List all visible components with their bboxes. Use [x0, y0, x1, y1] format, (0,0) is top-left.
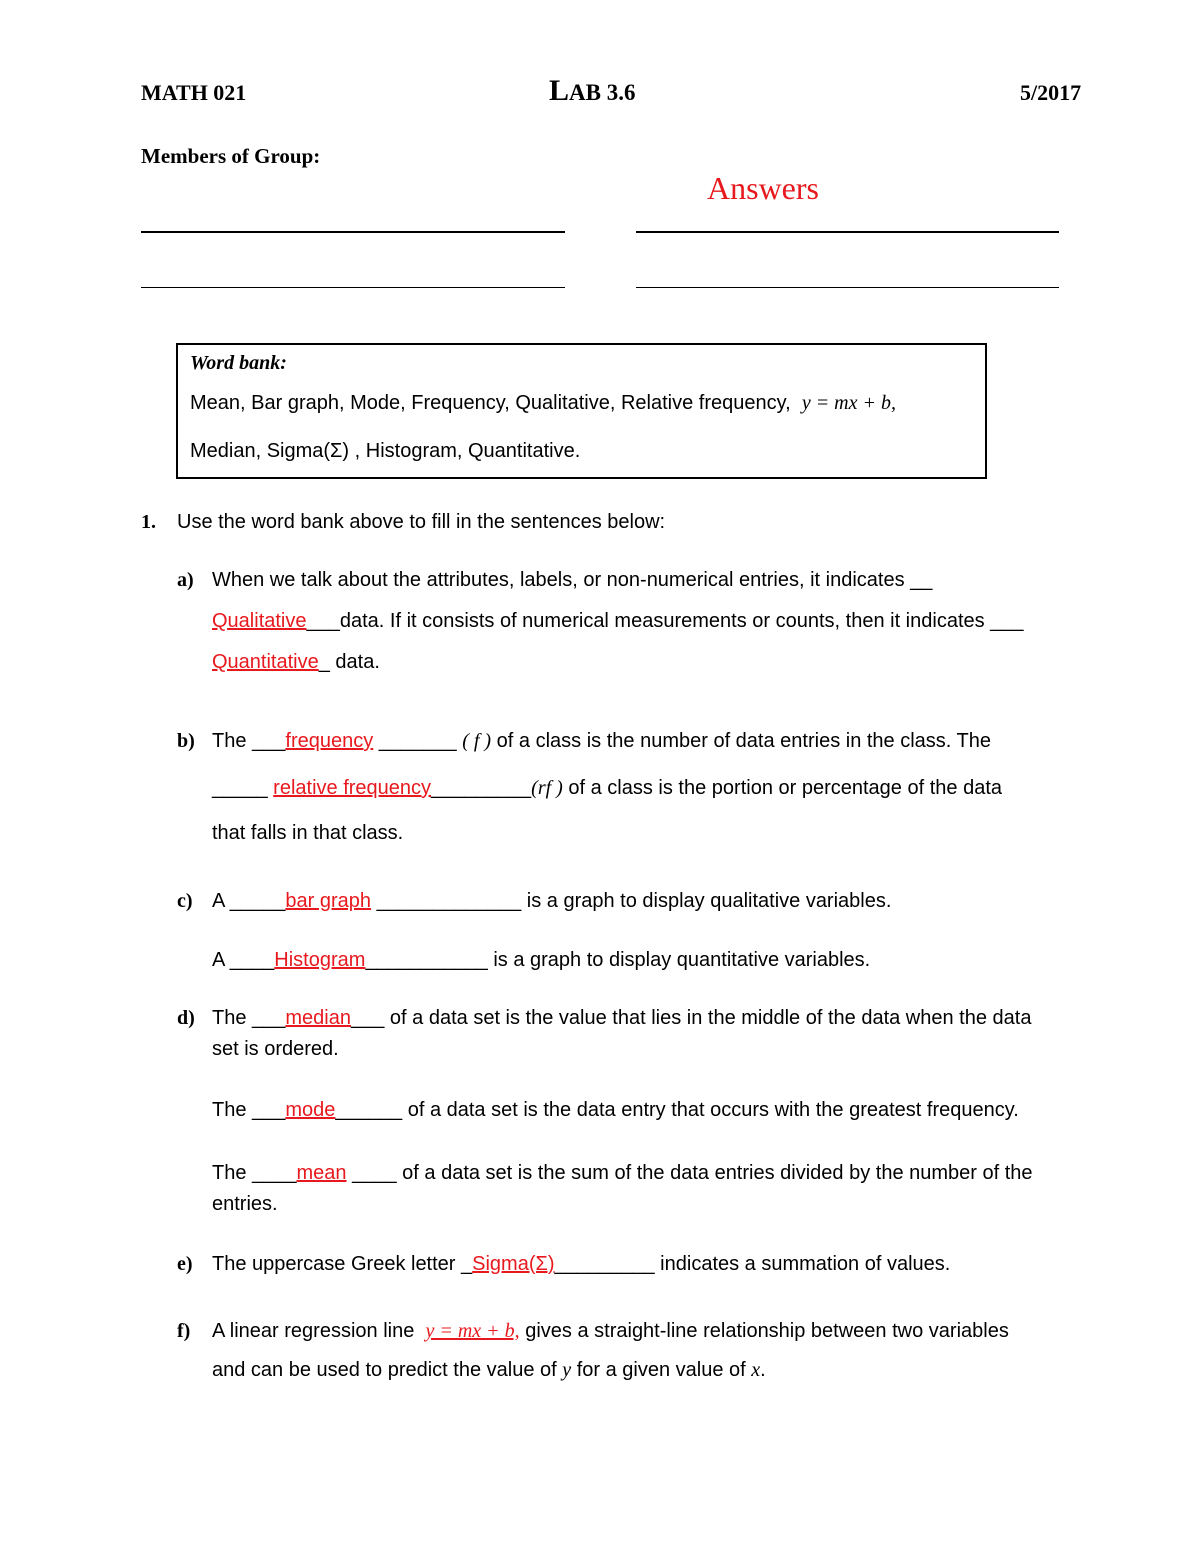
name-line-3[interactable]	[141, 287, 565, 288]
word-bank-terms-1: Mean, Bar graph, Mode, Frequency, Qualitative, Relative frequency,	[190, 392, 791, 414]
part-a-text-2: data. If it consists of numerical measurements or counts, then it indicates ___	[339, 610, 1024, 632]
word-bank-box	[176, 343, 987, 479]
variable-x: x	[751, 1359, 761, 1381]
lab-title	[549, 74, 635, 108]
blank: _________	[554, 1253, 655, 1275]
part-a-line-1: When we talk about the attributes, labels, or non-numerical entries, it indicates __	[212, 569, 933, 591]
word-bank-title: Word bank:	[190, 352, 287, 374]
part-d-pre-3: The ____	[212, 1162, 297, 1184]
part-c-pre-1: A _____	[212, 890, 286, 912]
part-b-line-2	[212, 777, 1002, 800]
answer-histogram[interactable]: Histogram	[274, 949, 366, 971]
part-d-pre-2: The ___	[212, 1099, 286, 1121]
answers-label: Answers	[707, 170, 819, 206]
part-e-line	[212, 1253, 950, 1276]
answer-median[interactable]: median	[285, 1007, 351, 1029]
part-c-line-1	[212, 890, 891, 913]
blank: _______	[373, 730, 457, 752]
part-f-text-1: gives a straight-line relationship between two variables	[519, 1320, 1009, 1342]
part-f-line-2	[212, 1359, 766, 1382]
part-d-line-3	[212, 1162, 1033, 1185]
part-d-label: d)	[177, 1007, 195, 1029]
word-bank-line-1	[190, 391, 973, 415]
answer-mode[interactable]: mode	[285, 1099, 336, 1121]
part-c-text-2: ___________ is a graph to display quantitative variables.	[365, 949, 871, 971]
part-d-line-1b: set is ordered.	[212, 1038, 339, 1060]
symbol-f: ( f )	[462, 730, 492, 752]
part-b-line-3: that falls in that class.	[212, 822, 404, 844]
answer-qualitative[interactable]: Qualitative	[212, 610, 307, 632]
part-e-label: e)	[177, 1253, 193, 1275]
variable-y: y	[562, 1359, 572, 1381]
part-a-line-3	[212, 651, 380, 674]
course-code: MATH 021	[141, 80, 247, 105]
lab-title-initial: L	[549, 74, 570, 107]
part-c-line-2	[212, 949, 870, 972]
part-b-line-1	[212, 730, 991, 753]
lab-title-rest: AB 3.6	[569, 80, 636, 105]
part-f-pre: A linear regression line	[212, 1320, 415, 1342]
part-d-line-2	[212, 1099, 1019, 1122]
part-f-text-2a: and can be used to predict the value of	[212, 1359, 563, 1381]
blank: _________	[431, 777, 532, 799]
date: 5/2017	[1020, 80, 1082, 105]
part-c-text-1: _____________ is a graph to display qualitative variables.	[371, 890, 892, 912]
answer-bar-graph[interactable]: bar graph	[285, 890, 372, 912]
part-d-text-2: ______ of a data set is the data entry that occurs with the greatest frequency.	[335, 1099, 1019, 1121]
question-number: 1.	[141, 511, 156, 533]
answer-frequency[interactable]: frequency	[285, 730, 374, 752]
blank: ___	[306, 610, 340, 632]
part-b-text-1: of a class is the number of data entries in the class. The	[496, 730, 992, 752]
name-line-4[interactable]	[636, 287, 1059, 288]
part-d-text-3: ____ of a data set is the sum of the data entries divided by the number of the	[346, 1162, 1033, 1184]
part-d-text-1: ___ of a data set is the value that lies in the middle of the data when the data	[351, 1007, 1032, 1029]
part-b-label: b)	[177, 730, 195, 752]
part-b-pre-1: The ___	[212, 730, 286, 752]
part-e-text: indicates a summation of values.	[654, 1253, 951, 1275]
answer-relative-frequency[interactable]: relative frequency	[273, 777, 432, 799]
part-c-pre-2: A ____	[212, 949, 275, 971]
part-a-line-2	[212, 610, 1024, 633]
part-f-label: f)	[177, 1320, 191, 1342]
members-label: Members of Group:	[141, 144, 321, 168]
part-d-line-3b: entries.	[212, 1193, 278, 1215]
part-a-text-3: _ data.	[318, 651, 380, 673]
answer-regression-formula[interactable]: y = mx + b,	[425, 1320, 520, 1342]
part-d-pre-1: The ___	[212, 1007, 286, 1029]
part-f-text-2b: for a given value of	[571, 1359, 752, 1381]
name-line-2[interactable]	[636, 231, 1059, 233]
part-f-text-2c: .	[760, 1359, 766, 1381]
word-bank-line-2: Median, Sigma(Σ) , Histogram, Quantitative.	[190, 440, 581, 462]
part-f-line-1	[212, 1320, 1009, 1343]
blank: _____	[212, 777, 274, 799]
word-bank-formula: y = mx + b,	[801, 392, 897, 414]
part-c-label: c)	[177, 890, 193, 912]
symbol-rf: (rf )	[531, 777, 563, 799]
part-b-text-2: of a class is the portion or percentage of the data	[568, 777, 1002, 799]
answer-sigma[interactable]: Sigma(Σ)	[472, 1253, 555, 1275]
part-e-pre: The uppercase Greek letter _	[212, 1253, 473, 1275]
part-d-line-1	[212, 1007, 1031, 1030]
question-prompt: Use the word bank above to fill in the sentences below:	[177, 511, 666, 533]
answer-mean[interactable]: mean	[296, 1162, 347, 1184]
name-line-1[interactable]	[141, 231, 565, 233]
part-a-label: a)	[177, 569, 194, 591]
answer-quantitative[interactable]: Quantitative	[212, 651, 319, 673]
